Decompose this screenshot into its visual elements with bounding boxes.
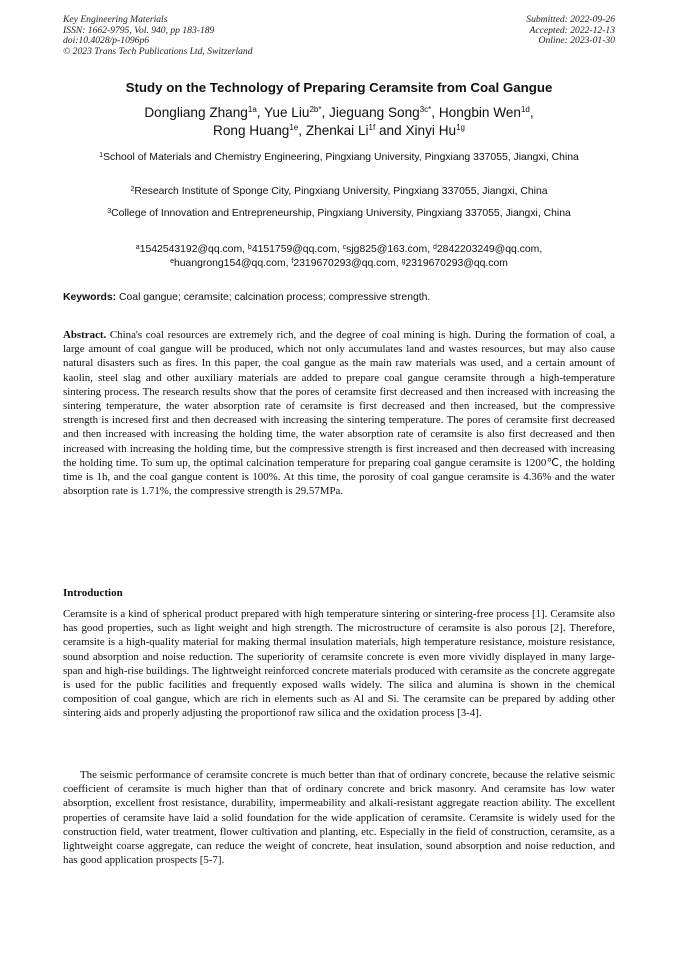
email-list: $^a$1542543192@qq.com, $^b$4151759@qq.com, $^c$sjg825@163.com, $^d$2842203249@qq.com, $^e$huangrong154@qq.com, $^f$2319670293@qq.com, $^g$2319670293@qq.com <box>135 244 543 269</box>
doi-line[interactable]: doi:10.4028/p-1096p6 <box>63 35 150 47</box>
author-mark: 1g <box>456 123 465 132</box>
author-mark: 1f <box>368 123 376 132</box>
affiliation-text: Research Institute of Sponge City, Pingxiang University, Pingxiang 337055, Jiangxi, China <box>134 186 548 197</box>
introduction-paragraph-1: Ceramsite is a kind of spherical product prepared with high temperature sintering or sintering-free process [1]. Ceramsite also has good properties, such as light weight and high strength. The microstructure of ceramsite is also porous [2]. Therefore, ceramsite is a high-quality material for making thermal insulation materials, high temperature resistance, moisture resistance, sound absorption and noise reduction. The superiority of ceramsite concrete is even more vividly displayed in many large-span and high-rise buildings. The lightweight reinforced concrete materials produced with ceramsite as the concrete aggregate is used for the public facilities and frequently exposed walls widely. The silica and alumina is shown in the chemical composition of coal gangue, which are rich in elements such as Al and Si. The ceramsite can be prepared by adding other sintering aids and properly adjusting the proportionof raw silica and the oxidation process [3-4]. <box>63 608 615 720</box>
email-address[interactable]: 2319670293@qq.com <box>405 257 508 269</box>
email-mark: d <box>432 244 437 251</box>
author-name: Xinyi Hu <box>405 123 457 138</box>
accepted-date: Accepted: 2022-12-13 <box>529 24 615 36</box>
email-mark: f <box>291 257 294 265</box>
affiliation-text: School of Materials and Chemistry Engineering, Pingxiang University, Pingxiang 337055, Jiangxi, China <box>103 152 579 163</box>
author-mark: 2b* <box>309 105 322 114</box>
affiliation-2 <box>63 185 615 198</box>
author-name: Zhenkai Li <box>305 123 369 138</box>
author-list: Dongliang Zhang$^{1a}$, Yue Liu$^{2b*}$, Jieguang Song$^{3c*}$, Hongbin Wen$^{1d}$, Rong Huang$^{1e}$, Zhenkai $Li^{1f}$ and Xinyi $Hu^{1g}$ <box>144 105 534 138</box>
author-mark: 1d <box>520 105 530 114</box>
email-address[interactable]: sjg825@163.com <box>346 244 428 255</box>
email-address[interactable]: huangrong154@qq.com <box>173 257 286 269</box>
author-name: Rong Huang <box>213 123 290 138</box>
author-mark: 1a <box>247 105 257 114</box>
section-heading-introduction: Introduction <box>63 587 123 599</box>
copyright-line: © 2023 Trans Tech Publications Ltd, Switzerland <box>63 45 253 57</box>
submission-dates <box>526 15 615 47</box>
abstract <box>63 328 615 498</box>
email-address[interactable]: 4151759@qq.com <box>251 244 337 255</box>
author-mark: 1e <box>289 123 299 132</box>
keywords-text: Coal gangue; ceramsite; calcination process; compressive strength. <box>119 292 431 303</box>
abstract-label: Abstract. <box>63 329 107 341</box>
affiliation-3 <box>63 207 615 220</box>
online-date: Online: 2023-01-30 <box>538 35 615 47</box>
affiliation-mark: 1 <box>99 152 104 159</box>
email-mark: g <box>401 257 406 265</box>
affiliation-mark: 2 <box>130 186 135 193</box>
author-name: Jieguang Song <box>329 105 420 120</box>
issn-line: ISSN: 1662-9795, Vol. 940, pp 183-189 <box>63 24 215 36</box>
email-address[interactable]: 2319670293@qq.com <box>293 257 396 269</box>
introduction-paragraph-2: The seismic performance of ceramsite concrete is much better than that of ordinary concrete, because the relative seismic coefficient of ceramsite is much higher than that of ordinary concrete and brick masonry. And ceramsite has low water absorption, excellent frost resistance, durability, impermeability and alkali-resistant aggregate reaction ability. The excellent properties of ceramsite have laid a solid foundation for the wide application of ceramsite. Ceramsite is widely used for the construction field, water treatment, flower cultivation and planting, etc. Especially in the field of construction, ceramsite, as a lightweight coarse aggregate, can reduce the weight of concrete, heat insulation, sound absorption and noise reduction, and has good application prospects [5-7]. <box>63 769 615 867</box>
affiliation-text: College of Innovation and Entrepreneurship, Pingxiang University, Pingxiang 337055, Jiangxi, China <box>111 208 571 219</box>
email-mark: e <box>170 257 174 265</box>
email-mark: a <box>135 244 140 251</box>
email-address[interactable]: 1542543192@qq.com <box>139 244 243 255</box>
journal-info <box>63 15 253 57</box>
affiliation-mark: 3 <box>107 208 112 215</box>
keywords-label: Keywords: <box>63 292 117 303</box>
keywords <box>63 292 615 303</box>
journal-name: Key Engineering Materials <box>63 14 168 25</box>
abstract-text: China's coal resources are extremely rich, and the degree of coal mining is high. During the formation of coal, a large amount of coal gangue will be produced, which not only accumulates land and wastes resources, but may also cause natural disasters such as fires. In this paper, the coal gangue as the main raw materials was used, and a certain amount of kaolin, steel slag and other auxiliary materials are added to prepare coal gangue ceramsite through a high-temperature sintering process. The research results show that the pores of ceramsite first decreased and then increased with increasing the sintering temperature, the water absorption rate of ceramsite is first decreased and then increased, but the compressive strength is incresed first and then decreased with increasing the sintering temperature. The pores of ceramsite first decreased and then increased with increasing the holding time, the water absorption rate of ceramsite is also first decreased and then increased with increasing the holding time, but the compressive strength is first increased and then decreased with increasing the holding time. To sum up, the optimal calcination temperature for preparing coal gangue ceramsite is 1200℃, the holding time is 1h, and the coal gangue content is 100%. At this time, the porosity of coal gangue ceramsite is 4.36% and the water absorption rate is 1.71%, the compressive strength is 29.57MPa. <box>63 329 615 498</box>
affiliation-1 <box>63 151 615 164</box>
author-name: Hongbin Wen <box>438 105 521 120</box>
author-name: Yue Liu <box>264 105 310 120</box>
email-mark: c <box>342 244 347 251</box>
email-address[interactable]: 2842203249@qq.com <box>436 244 540 255</box>
author-name: Dongliang Zhang <box>144 105 248 120</box>
author-mark: 3c* <box>419 105 432 114</box>
submitted-date: Submitted: 2022-09-26 <box>526 14 615 25</box>
email-mark: b <box>247 244 252 251</box>
paper-title: Study on the Technology of Preparing Ceramsite from Coal Gangue <box>125 80 553 95</box>
